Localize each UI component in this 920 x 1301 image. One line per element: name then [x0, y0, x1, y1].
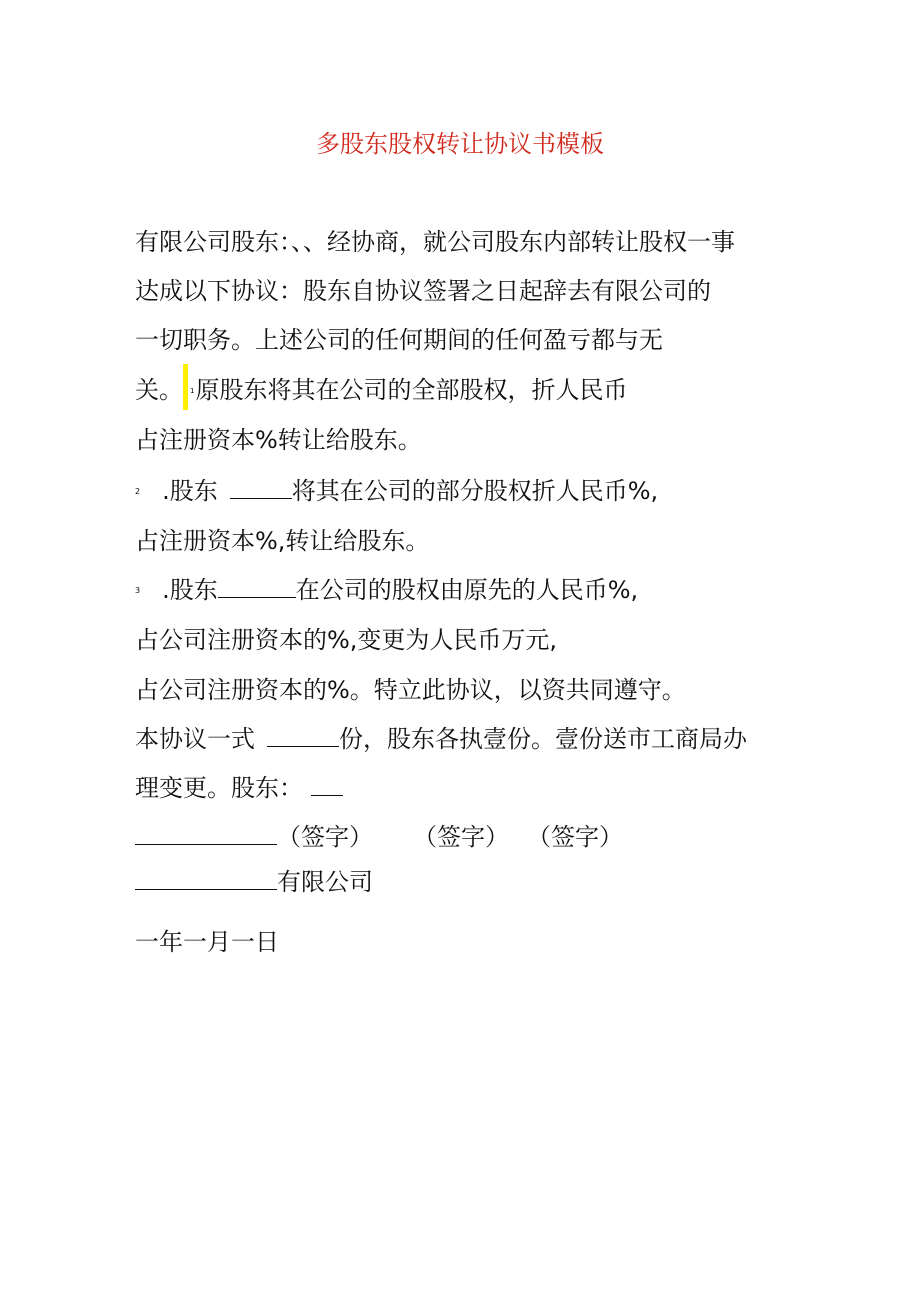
body-line-4-start: 关。	[135, 376, 183, 404]
item-2-number: 2	[135, 487, 141, 496]
item-1-text: 原股东将其在公司的全部股权，折人民币	[195, 376, 628, 404]
signature-row	[135, 817, 623, 857]
item-3	[135, 570, 638, 611]
copies-count-blank[interactable]	[267, 722, 339, 747]
body-line-11	[135, 719, 747, 759]
body-line-7: 占注册资本%,转让给股东。	[135, 527, 430, 555]
item-2	[135, 471, 658, 512]
body-line-2: 达成以下协议：股东自协议签署之日起辞去有限公司的	[135, 277, 711, 305]
copies-prefix: 本协议一式	[135, 725, 255, 753]
copies-text: 份，股东各执壹份。壹份送市工商局办	[339, 725, 747, 753]
date-line: 一年一月一日	[135, 928, 279, 956]
item-2-prefix: .股东	[162, 477, 218, 505]
company-row	[135, 862, 373, 902]
item-2-shareholder-blank[interactable]	[230, 474, 292, 499]
body-line-5: 占注册资本%转让给股东。	[135, 426, 422, 454]
company-name-blank[interactable]	[135, 865, 277, 890]
signature-label-3: （签字）	[527, 823, 623, 851]
signature-label-2: （签字）	[413, 823, 509, 851]
item-3-text: 在公司的股权由原先的人民币%,	[295, 576, 639, 604]
document-title: 多股东股权转让协议书模板	[316, 130, 604, 158]
item-2-text: 将其在公司的部分股权折人民币%,	[291, 477, 659, 505]
body-line-1: 有限公司股东：、、经协商，就公司股东内部转让股权一事	[135, 228, 735, 256]
item-3-shareholder-blank[interactable]	[218, 573, 296, 598]
body-line-10: 占公司注册资本的%。特立此协议，以资共同遵守。	[135, 676, 686, 704]
highlight-marker	[183, 364, 188, 410]
signature-label-1: （签字）	[277, 823, 373, 851]
body-line-4	[135, 368, 627, 414]
body-line-3: 一切职务。上述公司的任何期间的任何盈亏都与无	[135, 326, 663, 354]
body-line-9: 占公司注册资本的%,变更为人民币万元,	[135, 626, 558, 654]
body-line-12	[135, 768, 343, 808]
item-1-number: 1	[190, 387, 195, 395]
item-3-prefix: .股东	[162, 576, 218, 604]
shareholder-name-blank[interactable]	[311, 771, 343, 796]
shareholder-label: 理变更。股东：	[135, 774, 303, 802]
item-3-number: 3	[135, 586, 141, 595]
company-suffix: 有限公司	[277, 868, 373, 896]
signature-blank[interactable]	[135, 820, 277, 845]
